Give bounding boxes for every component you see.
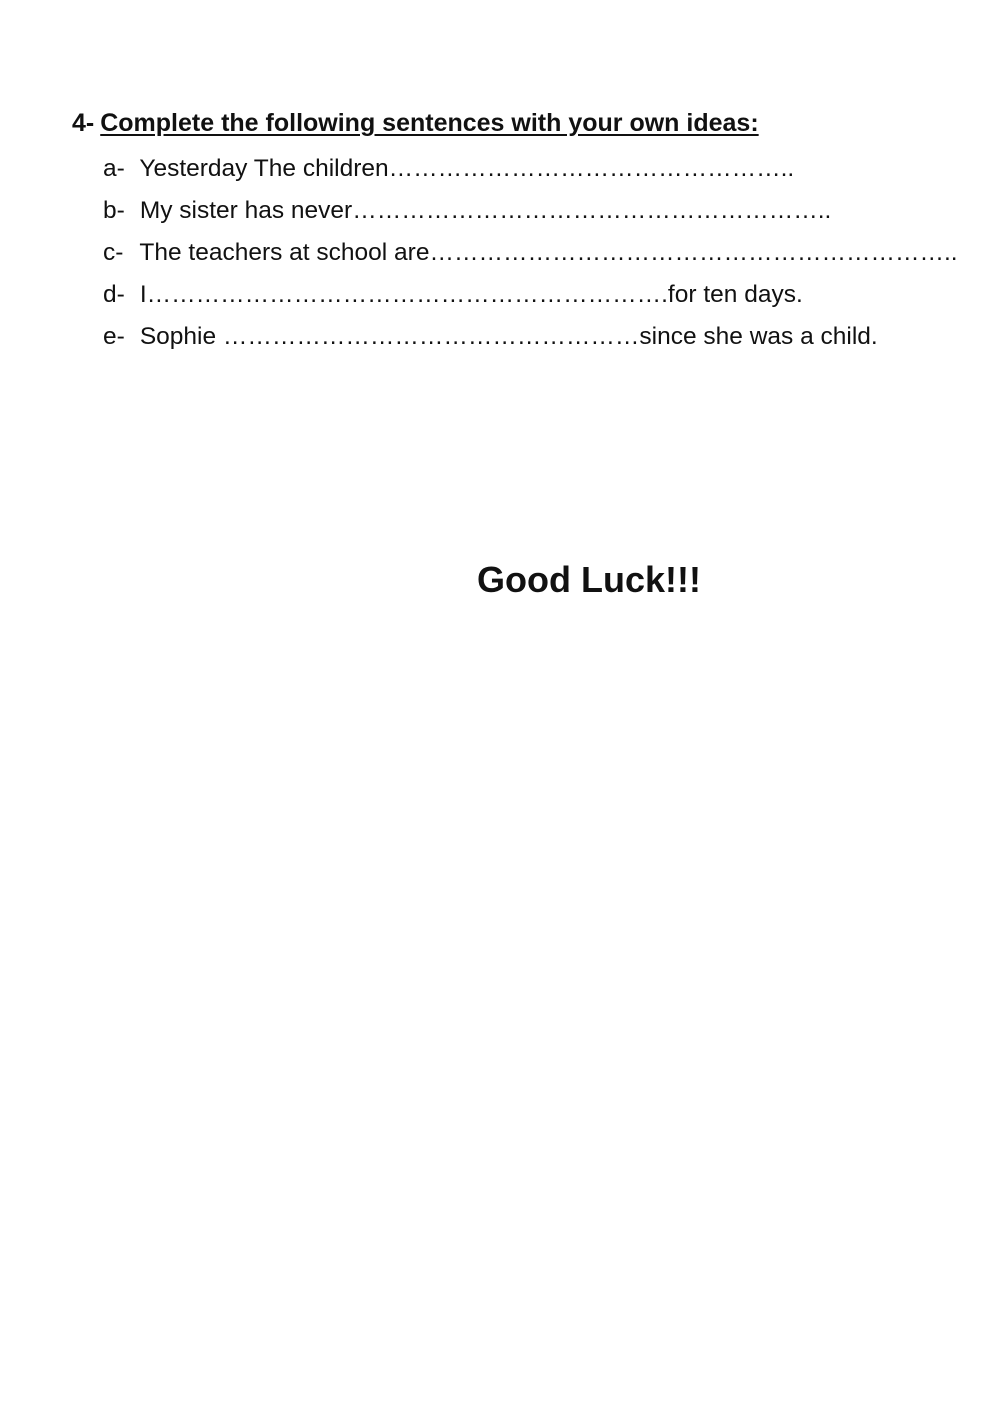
question-heading [72,106,759,140]
item-letter: e- [103,323,125,350]
sentence-item-e [103,316,958,358]
item-text: I……………………………………………………….for ten days. [139,281,803,308]
sentence-list [103,148,958,358]
sentence-item-c [103,232,958,274]
item-letter: c- [103,239,124,266]
item-letter: d- [103,281,125,308]
sentence-item-d [103,274,958,316]
question-title: Complete the following sentences with your own ideas: [100,109,759,137]
item-text: Yesterday The children………………………………………….. [139,155,795,182]
item-text: My sister has never………………………………………………….. [139,197,832,224]
closing-message: Good Luck!!! [477,559,701,600]
item-text: Sophie ……………………………………………since she was a child. [139,323,878,350]
sentence-item-b [103,190,958,232]
item-letter: a- [103,155,125,182]
sentence-item-a [103,148,958,190]
question-number: 4- [72,109,95,137]
item-text: The teachers at school are……………………………………………………….. [139,239,958,266]
item-letter: b- [103,197,125,224]
